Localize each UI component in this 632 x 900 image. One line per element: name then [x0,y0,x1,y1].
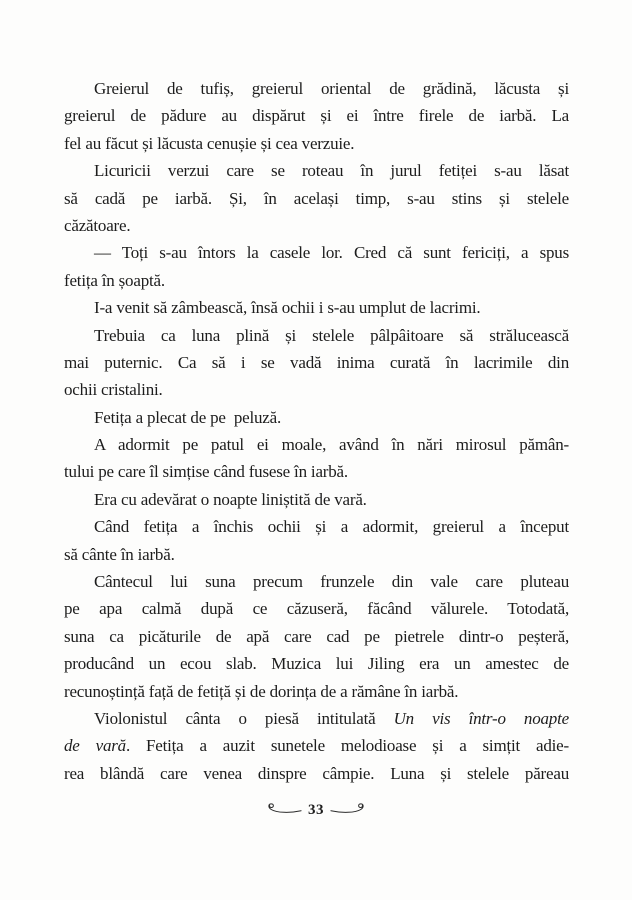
text-line [64,102,569,129]
paragraph [64,705,569,787]
text-segment: fetița în șoaptă. [64,270,165,290]
text-line [64,595,569,622]
text-line [64,212,569,239]
text-segment: Cântecul lui suna precum frunzele din vale care pluteau [94,572,569,592]
text-segment: mai puternic. Ca să i se vadă inima curată în lacrimile din [64,352,569,372]
text-segment: I-a venit să zâmbească, însă ochii i s-au umplut de lacrimi. [94,298,481,318]
book-title-italic: Un vis într-o noapte [393,708,569,728]
page-footer [0,796,632,819]
text-line [64,239,569,266]
text-line [64,650,569,677]
text-line [64,705,569,732]
text-segment: să cadă pe iarbă. Și, în același timp, s-au stins și stelele [64,188,569,208]
text-line [64,267,569,294]
text-line [64,541,569,568]
paragraph [64,513,569,568]
text-line [64,513,569,540]
paragraph [64,157,569,239]
text-line [64,376,569,403]
text-line [64,568,569,595]
text-line [64,431,569,458]
text-segment: tului pe care îl simțise când fusese în iarbă. [64,462,348,482]
text-segment: greierul de pădure au dispărut și ei între firele de iarbă. La [64,106,569,126]
text-line [64,349,569,376]
text-line [64,157,569,184]
paragraph [64,75,569,157]
text-line [64,322,569,349]
book-title-italic: de vară [64,736,126,756]
text-segment: . Fetița a auzit sunetele melodioase și a simțit adie- [125,736,569,756]
text-block [64,75,569,787]
text-line [64,760,569,787]
text-segment: Era cu adevărat o noapte liniștită de vară. [94,489,367,509]
text-line [64,75,569,102]
text-segment: suna ca picăturile de apă care cad pe pietrele dintr-o peșteră, [64,626,569,646]
text-line [64,185,569,212]
text-line [64,294,569,321]
text-segment: Fetița a plecat de pe peluză. [94,407,282,427]
page-number: 33 [308,802,324,818]
text-segment: Licuricii verzui care se roteau în jurul fetiței s-au lăsat [94,161,569,181]
text-segment: A adormit pe patul ei moale, având în nări mirosul pămân- [94,435,569,455]
text-line [64,486,569,513]
text-segment: recunoștință față de fetiță și de dorința de a rămâne în iarbă. [64,681,459,701]
text-segment: producând un ecou slab. Muzica lui Jiling era un amestec de [64,654,569,674]
paragraph [64,431,569,486]
paragraph [64,404,569,431]
text-segment: Când fetița a închis ochii și a adormit, greierul a început [94,517,569,537]
paragraph [64,486,569,513]
text-segment: rea blândă care venea dinspre câmpie. Luna și stelele păreau [64,763,569,783]
paragraph [64,294,569,321]
flourish-left-icon [264,801,302,814]
text-line [64,623,569,650]
flourish-right-icon [330,801,368,814]
text-line [64,678,569,705]
paragraph [64,568,569,705]
text-segment: Violonistul cânta o piesă intitulată [94,708,394,728]
text-line [64,404,569,431]
text-line [64,732,569,759]
text-segment: Trebuia ca luna plină și stelele pâlpâitoare să strălucească [94,325,569,345]
text-line [64,130,569,157]
paragraph [64,322,569,404]
text-line [64,458,569,485]
paragraph [64,239,569,294]
text-segment: fel au făcut și lăcusta cenușie și cea verzuie. [64,133,355,153]
text-segment: ochii cristalini. [64,380,163,400]
text-segment: căzătoare. [64,215,131,235]
text-segment: să cânte în iarbă. [64,544,175,564]
text-segment: pe apa calmă după ce căzuseră, făcând vălurele. Totodată, [64,599,569,619]
text-segment: Greierul de tufiș, greierul oriental de grădină, lăcusta și [94,79,569,98]
text-segment: — Toți s-au întors la casele lor. Cred că sunt fericiți, a spus [94,243,569,263]
